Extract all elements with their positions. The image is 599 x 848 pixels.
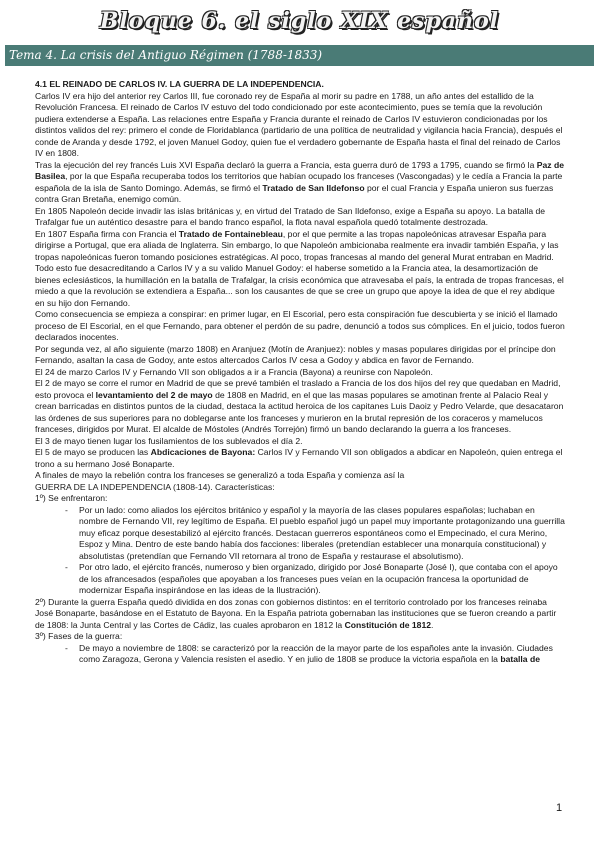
text: Tras la ejecución del rey francés Luis XVI España declaró la guerra a Francia, esta guerra duró de 1793 a 1795, cuando se firmó la (35, 159, 537, 170)
bold-term: Tratado de Fontainebleau (178, 228, 283, 239)
paragraph: 3º) Fases de la guerra: (35, 631, 123, 641)
bullet-list (35, 505, 565, 597)
paragraph: En 1805 Napoleón decide invadir las islas británicas y, en virtud del Tratado de San Ildefonso, exige a España su apoyo. La batalla de Trafalgar fue un auténtico desastre para el bando franco español, la flota naval española quedó totalmente destrozada. (35, 205, 546, 227)
bold-term: Constitución de 1812 (344, 619, 432, 630)
page-title: Bloque 6. el siglo XIX español (99, 8, 500, 34)
bold-term: levantamiento del 2 de mayo (95, 389, 213, 400)
paragraph: Por segunda vez, al año siguiente (marzo 1808) en Aranjuez (Motín de Aranjuez): nobles y masas populares dirigidas por el príncipe don Fernando, asaltan la casa de Godoy, ante estos altercados Carlos IV cesa a Godoy y abdica en favor de Fernando. (35, 343, 556, 365)
text: por el cual Francia y España unieron sus fuerzas contra Gran Bretaña, enemigo común. (35, 182, 554, 204)
topic-banner: Tema 4. La crisis del Antiguo Régimen (1788-1833) (5, 45, 594, 66)
page-number: 1 (556, 802, 563, 814)
paragraph: 1º) Se enfrentaron: (35, 493, 108, 503)
paragraph (35, 160, 565, 206)
text: En 1807 España firma con Francia el (35, 228, 179, 239)
text: , por el que permite a las tropas napoleónicas atravesar España para dirigirse a Portugal, que era aliada de Inglaterra. Sin embargo, lo que Napoleón ambicionaba realmente era invadir también España, y las tropas napoleónicas fueron tomando posiciones estratégicas. Al poco, tropas francesas al mando del general Murat entraban en Madrid. (35, 228, 559, 262)
paragraph: Todo esto fue desacreditando a Carlos IV y a su valido Manuel Godoy: el haberse sometido a la Francia atea, la desamortización de bienes eclesiásticos, la humillación en la batalla de Trafalgar, la crisis económica que atravesaba el país, la entrada de tropas francesas, el miedo a que la revolución se extendiera a España... son los causantes de que se cree un grupo que apoye la idea de que el rey abdique en su hijo don Fernando. (35, 263, 564, 308)
paragraph: El 24 de marzo Carlos IV y Fernando VII son obligados a ir a Francia (Bayona) a reunirse con Napoleón. (35, 366, 433, 377)
paragraph (35, 229, 565, 264)
bold-term: Tratado de San Ildefonso (262, 182, 365, 193)
text: 2º) Durante la guerra España quedó dividida en dos zonas con gobiernos distintos: en el territorio controlado por los franceses reinaba José Bonaparte, basándose en el Estatuto de Bayona. En la España patriota gobernaban las instituciones que se fueron creando a partir de 1808: la Junta Central y las Cortes de Cádiz, las cuales aprobaron en 1812 la (35, 596, 557, 630)
section-title: 4.1 EL REINADO DE CARLOS IV. LA GUERRA DE LA INDEPENDENCIA. (35, 79, 324, 89)
paragraph (35, 447, 565, 470)
text: El 2 de mayo se corre el rumor en Madrid de que se prevé también el traslado a Francia de los dos hijos del rey que quedaban en Madrid, esto provoca el (35, 378, 561, 400)
text: de 1808 en Madrid, en el que las masas populares se amotinan frente al Palacio Real y crean barricadas en distintos puntos de la ciudad, destaca la actitud heroica de los capitanes Luis Daoiz y Pedro Velarde, que desacataron las órdenes de sus superiores para no doblegarse ante los franceses y murieron en la brutal represión de los coraceros y mamelucos franceses, dirigidos por Murat. El alcalde de Móstoles (Andrés Torrejón) firmó un bando declarando la guerra a los franceses. (35, 389, 564, 434)
text: , por la que España recuperaba todos los territorios que habían ocupado los franceses (Vascongadas) y le cedía a Francia la parte española de la isla de Santo Domingo. Además, se firmó el (35, 171, 563, 193)
paragraph: Carlos IV era hijo del anterior rey Carlos III, fue coronado rey de España al morir su padre en 1788, un año antes del estallido de la Revolución Francesa. El reinado de Carlos IV estuvo del todo condicionado por este acontecimiento, pues se temía que la revolución pudiera extenderse a España. Las relaciones entre España y Francia durante el reinado de Carlos IV estuvieron condicionadas por los distintos validos del rey: primero el conde de Floridablanca (partidario de una política de neutralidad y vigilancia hacia Francia), después el conde de Aranda y desde 1792, el joven Manuel Godoy, quien fue el verdadero gobernante de España hasta el final del reinado de Carlos IV en 1808. (35, 90, 563, 158)
paragraph (35, 378, 565, 436)
text: De mayo a noviembre de 1808: se caracterizó por la reacción de la mayor parte de los españoles ante la invasión. Ciudades como Zaragoza, Gerona y Valencia resisten el asedio. Y en julio de 1808 se produce la victoria española en la (79, 642, 553, 664)
paragraph: GUERRA DE LA INDEPENDENCIA (1808-14). Características: (35, 481, 275, 492)
text: . (431, 619, 434, 630)
text: El 5 de mayo se producen las (35, 447, 151, 457)
paragraph (35, 597, 565, 632)
list-item (79, 643, 565, 666)
document-body (35, 79, 565, 666)
bold-term: batalla de (500, 654, 541, 664)
paragraph: A finales de mayo la rebelión contra los franceses se generalizó a toda España y comienza así la (35, 470, 405, 480)
list-item: - Por un lado: como aliados los ejércitos británico y español y la mayoría de las clases populares españolas; luchaban en nombre de Fernando VII, rey legítimo de España. El pueblo español jugó un papel muy importante protagonizando una guerrilla muy eficaz porque desestabilizó al ejército francés. Destacan guerreros espontáneos como el Empecinado, el cura Merino, Espoz y Mina. Dentro de este bando había dos facciones: liberales (pretendían establecer una monarquía constitucional) y absolutistas (pretendían que Fernando VII retornara al trono de España y restaurase el absolutismo). (79, 505, 565, 563)
list-item: - Por otro lado, el ejército francés, numeroso y bien organizado, dirigido por José Bonaparte (José I), que contaba con el apoyo de los afrancesados (españoles que apoyaban a los franceses pues veían en la ocupación francesa la oportunidad de modernizar España inspirándose en las ideas de la Ilustración). (79, 562, 565, 597)
text: Carlos IV y Fernando VII son obligados a abdicar en Napoleón, quien entrega el trono a su hermano José Bonaparte. (35, 447, 563, 469)
bold-term: Abdicaciones de Bayona: (150, 447, 256, 457)
bullet-list (35, 643, 565, 666)
bold-term: Paz de Basilea (35, 159, 564, 181)
paragraph: El 3 de mayo tienen lugar los fusilamientos de los sublevados el día 2. (35, 435, 303, 446)
paragraph: Como consecuencia se empieza a conspirar: en primer lugar, en El Escorial, pero esta conspiración fue descubierta y se inició el llamado proceso de El Escorial, en el que Fernando, para obtener el perdón de su padre, denunció a todos sus cómplices. En el juicio, todos fueron declarados inocentes. (35, 309, 565, 342)
